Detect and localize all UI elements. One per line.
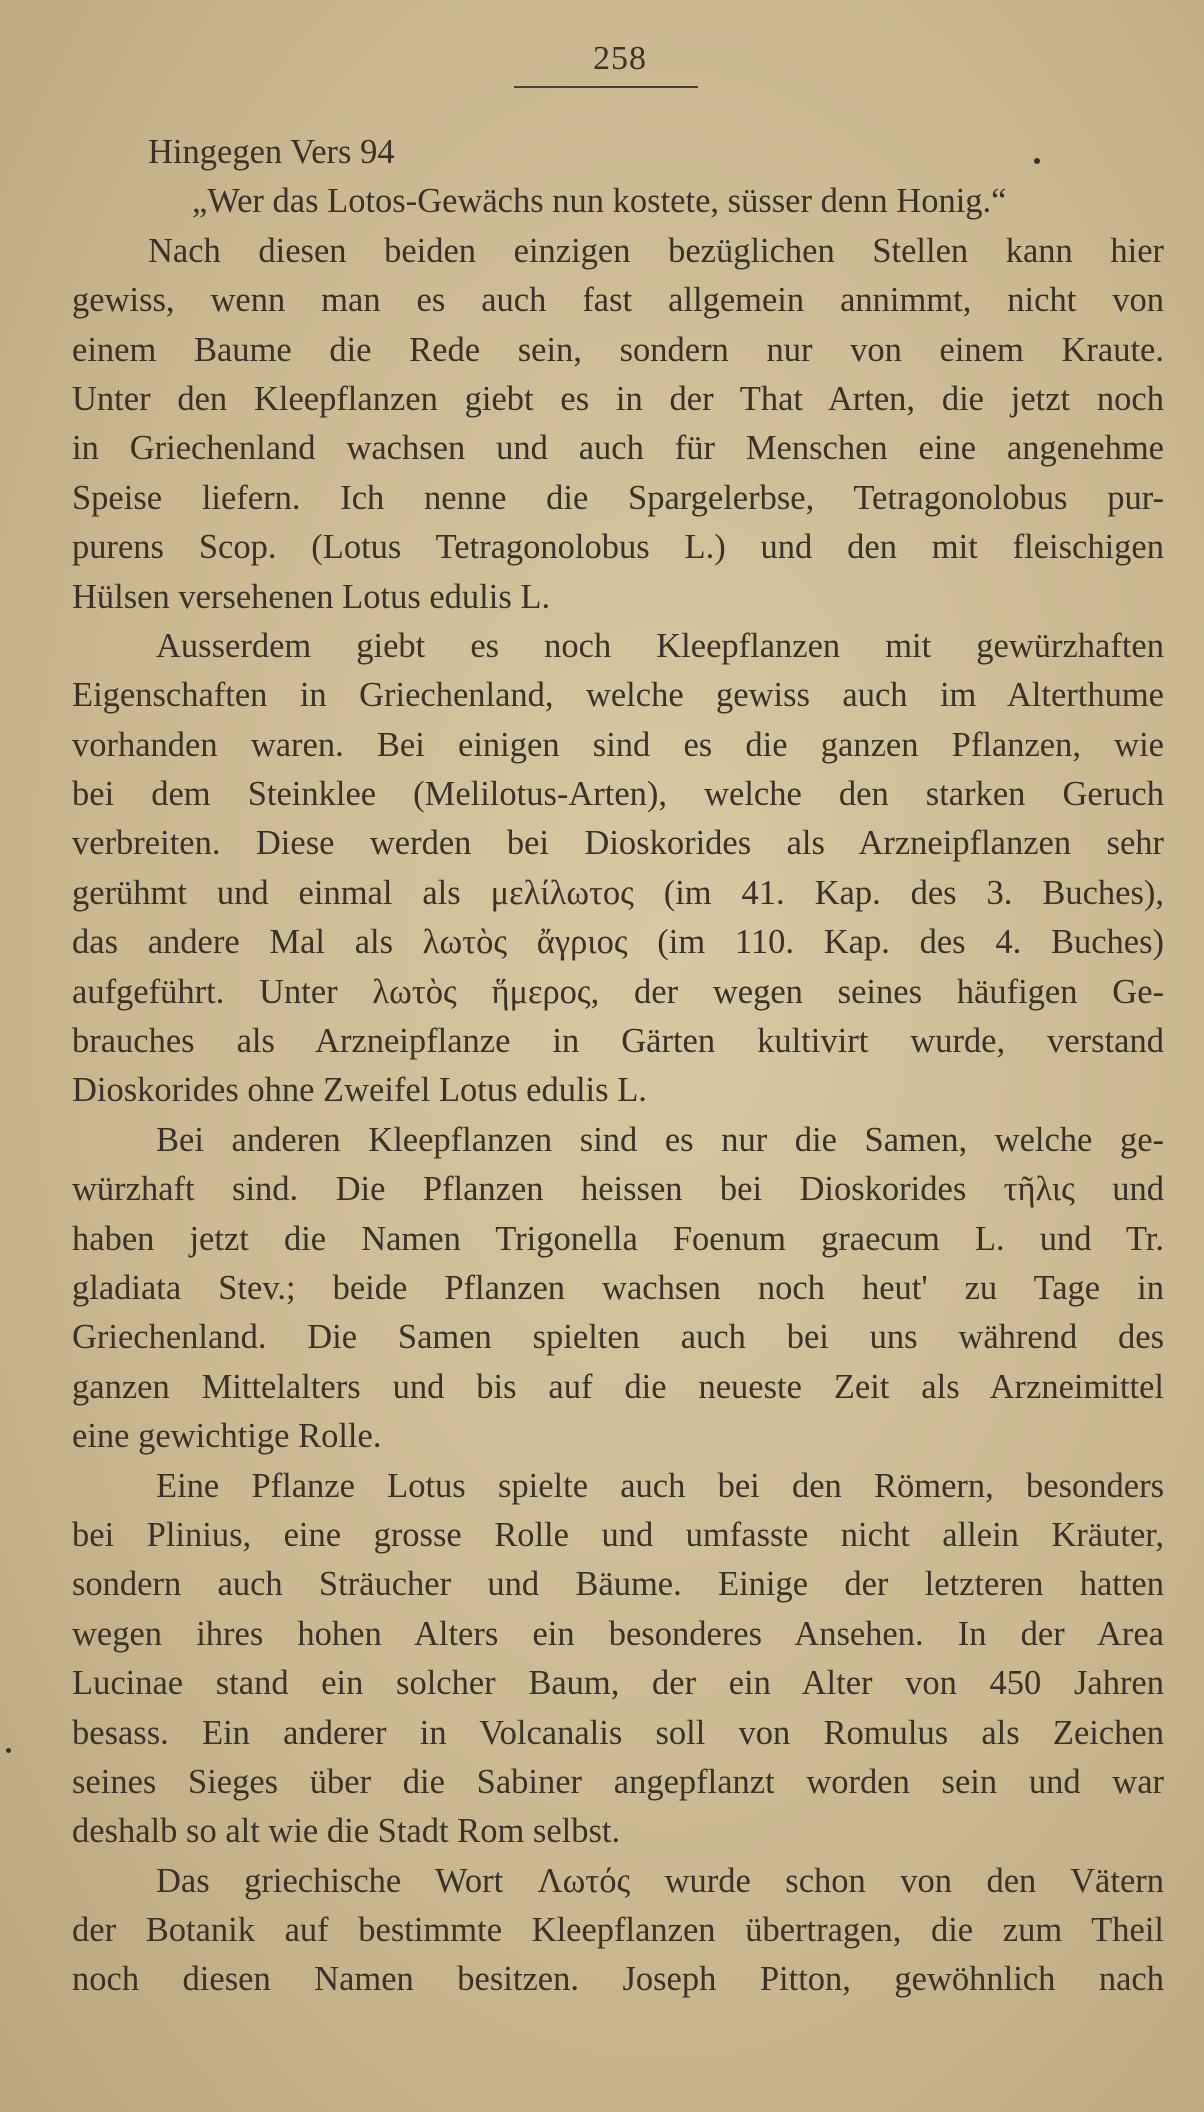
text-line: Lucinae stand ein solcher Baum, der ein Alter von 450 Jahren: [72, 1664, 1164, 1703]
text-line: das andere Mal als λωτὸς ἄγριος (im 110. Kap. des 4. Buches): [72, 923, 1164, 962]
text-line: Bei anderen Kleepflanzen sind es nur die Samen, welche ge-: [156, 1120, 1164, 1159]
ink-speck: [6, 1748, 11, 1753]
text-line: Unter den Kleepflanzen giebt es in der That Arten, die jetzt noch: [72, 379, 1164, 418]
text-line: noch diesen Namen besitzen. Joseph Pitton, gewöhnlich nach: [72, 1960, 1164, 1999]
text-line: einem Baume die Rede sein, sondern nur von einem Kraute.: [72, 330, 1164, 369]
text-line: haben jetzt die Namen Trigonella Foenum graecum L. und Tr.: [72, 1219, 1164, 1258]
ink-speck: [1034, 158, 1040, 164]
text-line: ganzen Mittelalters und bis auf die neueste Zeit als Arzneimittel: [72, 1367, 1164, 1406]
text-line: deshalb so alt wie die Stadt Rom selbst.: [72, 1812, 621, 1851]
text-line: in Griechenland wachsen und auch für Menschen eine angenehme: [72, 429, 1164, 468]
text-line: vorhanden waren. Bei einigen sind es die ganzen Pflanzen, wie: [72, 725, 1164, 764]
text-line: seines Sieges über die Sabiner angepflanzt worden sein und war: [72, 1762, 1164, 1801]
text-line: Ausserdem giebt es noch Kleepflanzen mit gewürzhaften: [156, 626, 1164, 665]
text-line: gewiss, wenn man es auch fast allgemein annimmt, nicht von: [72, 281, 1164, 320]
page-number: 258: [593, 40, 647, 77]
text-line: aufgeführt. Unter λωτὸς ἥμερος, der wegen seines häufigen Ge-: [72, 972, 1164, 1011]
text-line: Eigenschaften in Griechenland, welche gewiss auch im Alterthume: [72, 676, 1164, 715]
text-line: Dioskorides ohne Zweifel Lotus edulis L.: [72, 1071, 647, 1110]
text-line: bei Plinius, eine grosse Rolle und umfasste nicht allein Kräuter,: [72, 1515, 1164, 1554]
text-line: purens Scop. (Lotus Tetragonolobus L.) und den mit fleischigen: [72, 528, 1164, 567]
text-line: der Botanik auf bestimmte Kleepflanzen übertragen, die zum Theil: [72, 1911, 1164, 1950]
text-line: besass. Ein anderer in Volcanalis soll von Romulus als Zeichen: [72, 1713, 1164, 1752]
body-text: [72, 128, 1164, 2005]
text-line: Nach diesen beiden einzigen bezüglichen Stellen kann hier: [148, 231, 1164, 270]
text-line: sondern auch Sträucher und Bäume. Einige der letzteren hatten: [72, 1565, 1164, 1604]
text-line: würzhaft sind. Die Pflanzen heissen bei Dioskorides τῆλις und: [72, 1170, 1164, 1209]
text-line: gerühmt und einmal als μελίλωτος (im 41. Kap. des 3. Buches),: [72, 873, 1164, 912]
text-line: Eine Pflanze Lotus spielte auch bei den Römern, besonders: [156, 1466, 1164, 1505]
text-line: Das griechische Wort Λωτός wurde schon von den Vätern: [156, 1861, 1164, 1900]
text-line: Hülsen versehenen Lotus edulis L.: [72, 577, 551, 616]
text-line: Hingegen Vers 94: [148, 133, 395, 171]
text-line: eine gewichtige Rolle.: [72, 1417, 382, 1456]
text-line: wegen ihres hohen Alters ein besonderes Ansehen. In der Area: [72, 1614, 1164, 1653]
text-line: verbreiten. Diese werden bei Dioskorides als Arzneipflanzen sehr: [72, 824, 1164, 863]
text-line: „Wer das Lotos-Gewächs nun kostete, süsser denn Honig.“: [192, 182, 1007, 221]
header-rule: [514, 86, 698, 88]
text-line: brauches als Arzneipflanze in Gärten kultivirt wurde, verstand: [72, 1022, 1164, 1061]
text-line: Griechenland. Die Samen spielten auch bei uns während des: [72, 1318, 1164, 1357]
text-line: gladiata Stev.; beide Pflanzen wachsen noch heut' zu Tage in: [72, 1268, 1164, 1307]
text-line: bei dem Steinklee (Melilotus-Arten), welche den starken Geruch: [72, 775, 1164, 814]
text-line: Speise liefern. Ich nenne die Spargelerbse, Tetragonolobus pur-: [72, 478, 1164, 517]
